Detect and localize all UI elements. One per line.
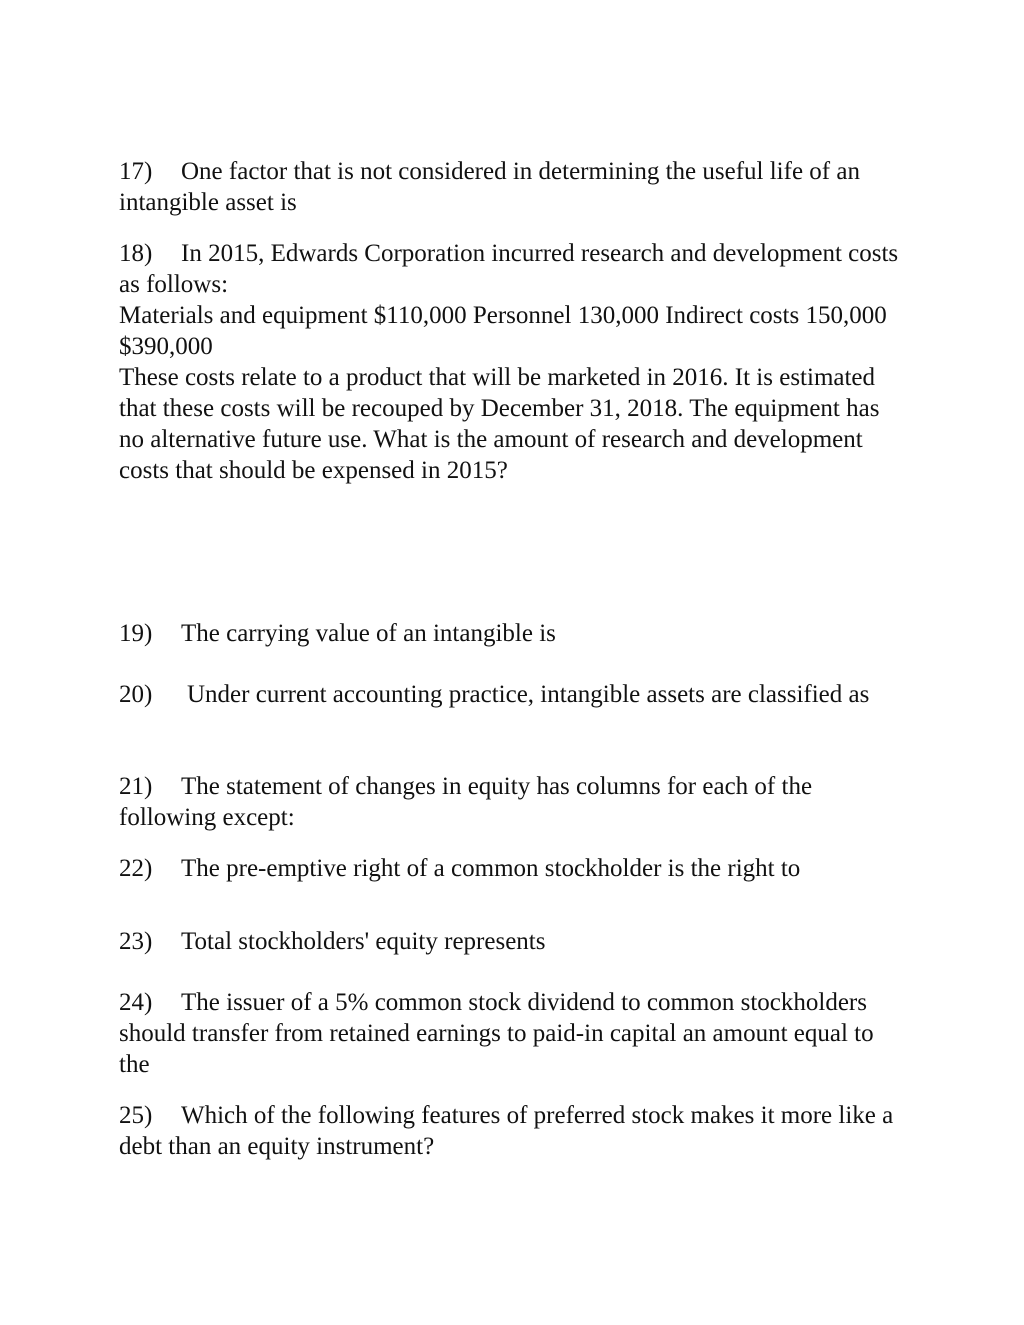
question-number: 17) [119, 158, 153, 185]
question-text: The carrying value of an intangible is [181, 620, 556, 647]
question-25 [119, 1100, 909, 1162]
question-number: 23) [119, 928, 153, 955]
question-18 [119, 238, 909, 486]
question-number: 21) [119, 773, 153, 800]
question-text: The statement of changes in equity has columns for each of the following except: [119, 773, 813, 831]
question-number: 22) [119, 855, 153, 882]
question-23 [119, 926, 909, 957]
question-21 [119, 771, 909, 833]
question-text: Under current accounting practice, intangible assets are classified as [187, 681, 870, 708]
question-text: One factor that is not considered in determining the useful life of an intangible asset is [119, 158, 860, 216]
question-24 [119, 987, 909, 1080]
question-followup: These costs relate to a product that will be marketed in 2016. It is estimated that these costs will be recouped by December 31, 2018. The equipment has no alternative future use. What is the amount of research and development costs that should be expensed in 2015? [119, 364, 880, 484]
question-number: 24) [119, 989, 153, 1016]
question-text: The pre-emptive right of a common stockholder is the right to [181, 855, 801, 882]
question-text: Total stockholders' equity represents [181, 928, 546, 955]
question-number: 20) [119, 681, 153, 708]
question-text: In 2015, Edwards Corporation incurred research and development costs as follows: [119, 240, 899, 298]
question-number: 25) [119, 1102, 153, 1129]
cost-data-line: Materials and equipment $110,000 Personnel 130,000 Indirect costs 150,000 $390,000 [119, 302, 887, 360]
question-22 [119, 853, 909, 884]
question-17 [119, 156, 909, 218]
question-text: Which of the following features of preferred stock makes it more like a debt than an equity instrument? [119, 1102, 894, 1160]
question-19 [119, 618, 909, 649]
question-text: The issuer of a 5% common stock dividend to common stockholders should transfer from retained earnings to paid-in capital an amount equal to the [119, 989, 874, 1078]
question-20 [119, 679, 919, 710]
question-number: 18) [119, 240, 153, 267]
question-number: 19) [119, 620, 153, 647]
